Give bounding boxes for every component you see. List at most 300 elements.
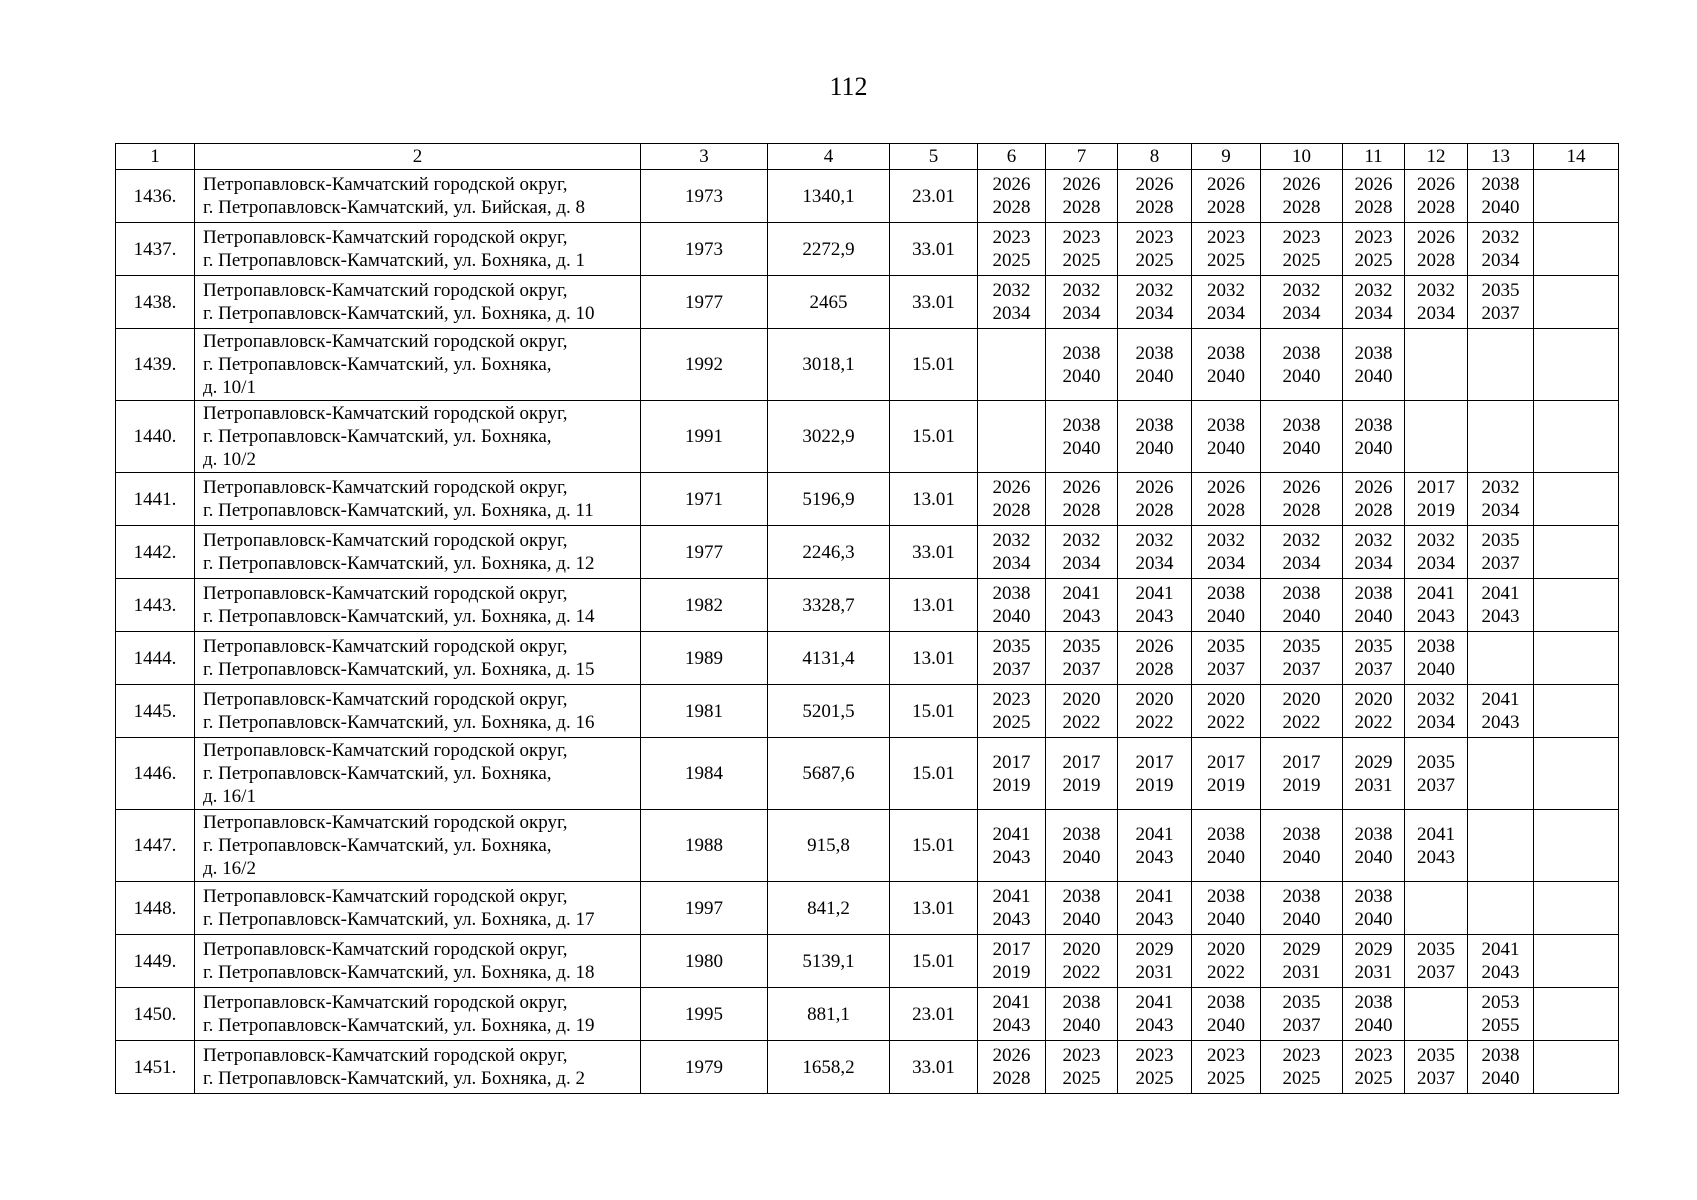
- year-built-cell: 1971: [641, 473, 768, 526]
- year-built-cell: 1995: [641, 988, 768, 1041]
- period-cell-col-6: [978, 223, 1046, 276]
- address-line: Петропавловск-Камчатский городской округ,: [203, 174, 568, 195]
- period-cell-col-7: [1046, 579, 1118, 632]
- address-line: г. Петропавловск-Камчатский, ул. Бохняка, д. 17: [203, 909, 595, 930]
- period-year: 2035: [1417, 751, 1455, 773]
- code-cell: 33.01: [890, 526, 978, 579]
- period-year: 2028: [1282, 500, 1321, 521]
- period-cell-col-12: [1405, 526, 1468, 579]
- period-cell-col-10: [1261, 685, 1343, 738]
- period-year: 2038: [1282, 823, 1321, 845]
- table-row: [116, 223, 1619, 276]
- period-year: 2041: [1417, 823, 1455, 845]
- column-header-1: 1: [116, 144, 195, 170]
- period-year: 2034: [1354, 303, 1393, 324]
- period-year: 2026: [992, 1045, 1031, 1066]
- period-cell-col-9: [1192, 276, 1261, 329]
- period-cell-col-8: [1118, 738, 1192, 810]
- address-line: Петропавловск-Камчатский городской округ,: [203, 939, 568, 960]
- period-year: 2031: [1354, 962, 1393, 983]
- period-cell-col-14: [1534, 935, 1619, 988]
- period-year: 2028: [1062, 500, 1101, 521]
- period-year: 2040: [1062, 437, 1101, 459]
- code-cell: 15.01: [890, 810, 978, 882]
- period-cell-col-12: [1405, 738, 1468, 810]
- period-year: 2022: [1135, 712, 1174, 733]
- address-cell: [195, 632, 641, 685]
- period-year: 2025: [1354, 1068, 1393, 1089]
- period-year: 2037: [1417, 962, 1455, 983]
- period-year: 2037: [1354, 659, 1393, 680]
- period-year: 2038: [1062, 414, 1101, 436]
- period-cell-col-10: [1261, 882, 1343, 935]
- period-year: 2041: [1135, 823, 1174, 845]
- period-cell-col-8: [1118, 170, 1192, 223]
- address-line: г. Петропавловск-Камчатский, ул. Бохняка, д. 19: [203, 1015, 595, 1036]
- period-year: 2032: [992, 530, 1031, 551]
- area-cell: 5139,1: [768, 935, 890, 988]
- code-cell: 13.01: [890, 882, 978, 935]
- address-cell: [195, 685, 641, 738]
- period-year: 2023: [992, 227, 1031, 248]
- period-year: 2026: [992, 174, 1031, 195]
- address-line: г. Петропавловск-Камчатский, ул. Бохняка, д. 15: [203, 659, 595, 680]
- period-year: 2023: [1135, 1045, 1174, 1066]
- period-cell-col-11: [1343, 579, 1405, 632]
- period-year: 2023: [1062, 227, 1101, 248]
- address-cell: [195, 988, 641, 1041]
- period-year: 2040: [1354, 437, 1393, 459]
- period-year: 2026: [1135, 636, 1174, 657]
- period-year: 2032: [1481, 227, 1520, 248]
- column-header-2: 2: [195, 144, 641, 170]
- period-year: 2040: [1207, 909, 1245, 930]
- period-year: 2029: [1135, 939, 1174, 960]
- period-cell-col-13: [1468, 935, 1534, 988]
- period-cell-col-14: [1534, 329, 1619, 401]
- period-cell-col-7: [1046, 685, 1118, 738]
- area-cell: 4131,4: [768, 632, 890, 685]
- page-number: 112: [829, 72, 868, 101]
- period-cell-col-7: [1046, 882, 1118, 935]
- period-year: 2043: [992, 846, 1031, 868]
- address-line: Петропавловск-Камчатский городской округ,: [203, 331, 568, 352]
- period-cell-col-14: [1534, 276, 1619, 329]
- table-row: [116, 738, 1619, 810]
- period-year: 2040: [1207, 606, 1245, 627]
- address-line: д. 16/1: [203, 786, 256, 807]
- period-year: 2041: [1062, 583, 1101, 604]
- row-number: 1451.: [116, 1041, 195, 1094]
- period-cell-col-11: [1343, 632, 1405, 685]
- period-year: 2034: [1207, 303, 1245, 324]
- period-year: 2038: [1282, 342, 1321, 364]
- period-year: 2040: [1062, 846, 1101, 868]
- year-built-cell: 1997: [641, 882, 768, 935]
- period-cell-col-11: [1343, 935, 1405, 988]
- address-cell: [195, 579, 641, 632]
- period-cell-col-11: [1343, 988, 1405, 1041]
- address-line: г. Петропавловск-Камчатский, ул. Бохняка, д. 1: [203, 250, 585, 271]
- period-year: 2020: [1062, 939, 1101, 960]
- period-cell-col-12: [1405, 1041, 1468, 1094]
- period-year: 2041: [1135, 992, 1174, 1013]
- period-year: 2020: [1207, 939, 1245, 960]
- period-cell-col-10: [1261, 579, 1343, 632]
- period-year: 2034: [992, 303, 1031, 324]
- period-year: 2022: [1207, 712, 1245, 733]
- period-cell-col-7: [1046, 223, 1118, 276]
- period-year: 2038: [1354, 342, 1393, 364]
- period-cell-col-10: [1261, 170, 1343, 223]
- period-cell-col-8: [1118, 935, 1192, 988]
- period-cell-col-6: [978, 685, 1046, 738]
- period-year: 2041: [992, 823, 1031, 845]
- period-year: 2038: [1135, 414, 1174, 436]
- period-year: 2023: [1062, 1045, 1101, 1066]
- period-year: 2034: [1282, 303, 1321, 324]
- period-year: 2038: [1207, 583, 1245, 604]
- period-year: 2017: [1062, 751, 1101, 773]
- period-year: 2040: [1062, 909, 1101, 930]
- address-cell: [195, 526, 641, 579]
- row-number: 1441.: [116, 473, 195, 526]
- period-year: 2037: [1282, 1015, 1321, 1036]
- period-cell-col-14: [1534, 401, 1619, 473]
- table-header: [116, 144, 1619, 170]
- period-year: 2043: [1481, 962, 1520, 983]
- period-cell-col-6: [978, 1041, 1046, 1094]
- period-cell-col-11: [1343, 223, 1405, 276]
- area-cell: 5687,6: [768, 738, 890, 810]
- area-cell: 1658,2: [768, 1041, 890, 1094]
- period-year: 2032: [1135, 530, 1174, 551]
- period-year: 2035: [992, 636, 1031, 657]
- period-year: 2035: [1417, 1045, 1455, 1066]
- period-cell-col-13: [1468, 882, 1534, 935]
- period-year: 2026: [1062, 174, 1101, 195]
- code-cell: 23.01: [890, 170, 978, 223]
- period-year: 2020: [1062, 689, 1101, 710]
- period-cell-col-10: [1261, 632, 1343, 685]
- period-cell-col-8: [1118, 1041, 1192, 1094]
- table-row: [116, 473, 1619, 526]
- period-year: 2026: [1417, 227, 1455, 248]
- period-cell-col-9: [1192, 988, 1261, 1041]
- period-year: 2026: [992, 477, 1031, 498]
- period-cell-col-10: [1261, 526, 1343, 579]
- period-year: 2043: [1481, 712, 1520, 733]
- period-year: 2040: [1062, 365, 1101, 387]
- period-year: 2022: [1062, 712, 1101, 733]
- period-year: 2032: [1282, 280, 1321, 301]
- address-cell: [195, 223, 641, 276]
- area-cell: 2246,3: [768, 526, 890, 579]
- period-cell-col-6: [978, 329, 1046, 401]
- period-cell-col-8: [1118, 526, 1192, 579]
- period-year: 2038: [1354, 992, 1393, 1013]
- period-year: 2040: [1282, 909, 1321, 930]
- period-year: 2040: [1481, 197, 1520, 218]
- period-cell-col-14: [1534, 223, 1619, 276]
- period-cell-col-13: [1468, 401, 1534, 473]
- period-cell-col-6: [978, 579, 1046, 632]
- period-year: 2035: [1481, 530, 1520, 551]
- period-year: 2040: [1207, 365, 1245, 387]
- address-line: г. Петропавловск-Камчатский, ул. Бохняка, д. 11: [203, 500, 594, 521]
- address-line: Петропавловск-Камчатский городской округ,: [203, 992, 568, 1013]
- year-built-cell: 1977: [641, 276, 768, 329]
- period-cell-col-12: [1405, 329, 1468, 401]
- period-cell-col-7: [1046, 810, 1118, 882]
- period-year: 2017: [1282, 751, 1321, 773]
- header-row: [116, 144, 1619, 170]
- address-line: г. Петропавловск-Камчатский, ул. Бохняка, д. 2: [203, 1068, 585, 1089]
- period-cell-col-9: [1192, 526, 1261, 579]
- period-year: 2031: [1354, 774, 1393, 796]
- code-cell: 15.01: [890, 401, 978, 473]
- period-cell-col-13: [1468, 223, 1534, 276]
- table-row: [116, 882, 1619, 935]
- period-cell-col-10: [1261, 988, 1343, 1041]
- period-year: 2040: [1354, 846, 1393, 868]
- period-cell-col-12: [1405, 685, 1468, 738]
- table-row: [116, 526, 1619, 579]
- address-cell: [195, 1041, 641, 1094]
- period-year: 2019: [992, 962, 1031, 983]
- period-year: 2041: [1481, 583, 1520, 604]
- period-year: 2028: [992, 197, 1031, 218]
- period-year: 2041: [992, 992, 1031, 1013]
- period-year: 2022: [1207, 962, 1245, 983]
- period-year: 2019: [1135, 774, 1174, 796]
- period-year: 2032: [1354, 280, 1393, 301]
- period-cell-col-8: [1118, 988, 1192, 1041]
- row-number: 1438.: [116, 276, 195, 329]
- period-year: 2034: [1481, 500, 1520, 521]
- period-year: 2032: [1207, 280, 1245, 301]
- code-cell: 33.01: [890, 1041, 978, 1094]
- column-header-14: 14: [1534, 144, 1619, 170]
- period-year: 2043: [1062, 606, 1101, 627]
- period-year: 2031: [1135, 962, 1174, 983]
- period-cell-col-7: [1046, 988, 1118, 1041]
- period-cell-col-12: [1405, 473, 1468, 526]
- period-cell-col-9: [1192, 1041, 1261, 1094]
- code-cell: 15.01: [890, 685, 978, 738]
- year-built-cell: 1991: [641, 401, 768, 473]
- period-year: 2040: [1417, 659, 1455, 680]
- period-year: 2043: [1135, 909, 1174, 930]
- period-cell-col-14: [1534, 988, 1619, 1041]
- period-cell-col-11: [1343, 401, 1405, 473]
- period-year: 2038: [1207, 992, 1245, 1013]
- period-cell-col-9: [1192, 223, 1261, 276]
- period-cell-col-6: [978, 401, 1046, 473]
- row-number: 1437.: [116, 223, 195, 276]
- column-header-5: 5: [890, 144, 978, 170]
- period-year: 2038: [1207, 886, 1245, 907]
- period-year: 2032: [1135, 280, 1174, 301]
- period-cell-col-14: [1534, 473, 1619, 526]
- column-header-9: 9: [1192, 144, 1261, 170]
- period-year: 2025: [992, 250, 1031, 271]
- area-cell: 2465: [768, 276, 890, 329]
- period-cell-col-7: [1046, 276, 1118, 329]
- period-year: 2023: [1207, 1045, 1245, 1066]
- period-year: 2025: [1062, 1068, 1101, 1089]
- address-cell: [195, 401, 641, 473]
- period-year: 2028: [1282, 197, 1321, 218]
- period-year: 2032: [1417, 280, 1455, 301]
- period-cell-col-8: [1118, 329, 1192, 401]
- period-year: 2038: [1062, 992, 1101, 1013]
- period-year: 2055: [1481, 1015, 1520, 1036]
- period-year: 2028: [1135, 659, 1174, 680]
- column-header-12: 12: [1405, 144, 1468, 170]
- period-year: 2019: [1062, 774, 1101, 796]
- period-cell-col-10: [1261, 329, 1343, 401]
- period-year: 2040: [1062, 1015, 1101, 1036]
- period-year: 2032: [1417, 689, 1455, 710]
- period-year: 2025: [1354, 250, 1393, 271]
- code-cell: 13.01: [890, 473, 978, 526]
- address-line: г. Петропавловск-Камчатский, ул. Бохняка, д. 16: [203, 712, 595, 733]
- period-year: 2026: [1282, 174, 1321, 195]
- period-year: 2038: [1282, 583, 1321, 604]
- period-cell-col-11: [1343, 276, 1405, 329]
- period-year: 2023: [1354, 227, 1393, 248]
- period-year: 2038: [1207, 414, 1245, 436]
- period-year: 2019: [1417, 500, 1455, 521]
- period-cell-col-9: [1192, 401, 1261, 473]
- address-line: г. Петропавловск-Камчатский, ул. Бийская, д. 8: [203, 197, 586, 218]
- address-cell: [195, 170, 641, 223]
- period-year: 2038: [1282, 414, 1321, 436]
- year-built-cell: 1992: [641, 329, 768, 401]
- period-year: 2035: [1481, 280, 1520, 301]
- buildings-table: [115, 143, 1619, 1094]
- period-year: 2032: [1417, 530, 1455, 551]
- table-row: [116, 988, 1619, 1041]
- year-built-cell: 1982: [641, 579, 768, 632]
- period-year: 2022: [1062, 962, 1101, 983]
- period-year: 2025: [1207, 250, 1245, 271]
- address-line: г. Петропавловск-Камчатский, ул. Бохняка,: [203, 354, 552, 375]
- period-year: 2040: [1354, 606, 1393, 627]
- period-cell-col-7: [1046, 1041, 1118, 1094]
- row-number: 1436.: [116, 170, 195, 223]
- period-year: 2026: [1062, 477, 1101, 498]
- period-cell-col-7: [1046, 329, 1118, 401]
- period-cell-col-6: [978, 170, 1046, 223]
- area-cell: 881,1: [768, 988, 890, 1041]
- period-year: 2038: [992, 583, 1031, 604]
- period-year: 2043: [992, 909, 1031, 930]
- address-cell: [195, 329, 641, 401]
- area-cell: 5196,9: [768, 473, 890, 526]
- row-number: 1448.: [116, 882, 195, 935]
- period-year: 2025: [1135, 250, 1174, 271]
- period-year: 2038: [1062, 886, 1101, 907]
- period-year: 2043: [1135, 606, 1174, 627]
- code-cell: 15.01: [890, 935, 978, 988]
- table-row: [116, 170, 1619, 223]
- period-year: 2025: [1062, 250, 1101, 271]
- address-cell: [195, 276, 641, 329]
- period-cell-col-14: [1534, 738, 1619, 810]
- row-number: 1440.: [116, 401, 195, 473]
- period-year: 2038: [1135, 342, 1174, 364]
- year-built-cell: 1979: [641, 1041, 768, 1094]
- period-year: 2019: [992, 774, 1031, 796]
- period-year: 2020: [1135, 689, 1174, 710]
- period-year: 2040: [1481, 1068, 1520, 1089]
- period-year: 2029: [1354, 939, 1393, 960]
- address-cell: [195, 810, 641, 882]
- period-cell-col-9: [1192, 473, 1261, 526]
- period-cell-col-14: [1534, 170, 1619, 223]
- period-year: 2023: [1282, 1045, 1321, 1066]
- period-year: 2040: [1282, 846, 1321, 868]
- table-row: [116, 1041, 1619, 1094]
- code-cell: 13.01: [890, 632, 978, 685]
- period-cell-col-9: [1192, 810, 1261, 882]
- address-cell: [195, 473, 641, 526]
- period-year: 2037: [1481, 303, 1520, 324]
- address-line: г. Петропавловск-Камчатский, ул. Бохняка, д. 10: [203, 303, 595, 324]
- period-year: 2040: [1135, 437, 1174, 459]
- period-cell-col-7: [1046, 401, 1118, 473]
- period-cell-col-6: [978, 276, 1046, 329]
- table-body: [116, 170, 1619, 1094]
- period-cell-col-10: [1261, 473, 1343, 526]
- table-row: [116, 810, 1619, 882]
- address-line: г. Петропавловск-Камчатский, ул. Бохняка, д. 14: [203, 606, 595, 627]
- period-cell-col-10: [1261, 276, 1343, 329]
- period-year: 2020: [1282, 689, 1321, 710]
- period-cell-col-10: [1261, 1041, 1343, 1094]
- period-year: 2019: [1282, 774, 1321, 796]
- period-year: 2034: [1481, 250, 1520, 271]
- period-year: 2032: [1062, 530, 1101, 551]
- period-year: 2041: [1417, 583, 1455, 604]
- period-year: 2035: [1207, 636, 1245, 657]
- period-year: 2025: [1282, 250, 1321, 271]
- period-cell-col-13: [1468, 276, 1534, 329]
- period-year: 2023: [1282, 227, 1321, 248]
- period-cell-col-7: [1046, 738, 1118, 810]
- period-cell-col-13: [1468, 579, 1534, 632]
- period-year: 2041: [1135, 886, 1174, 907]
- period-year: 2028: [1417, 250, 1455, 271]
- period-year: 2019: [1207, 774, 1245, 796]
- period-cell-col-8: [1118, 276, 1192, 329]
- period-cell-col-10: [1261, 401, 1343, 473]
- period-year: 2028: [1207, 197, 1245, 218]
- address-line: Петропавловск-Камчатский городской округ,: [203, 477, 568, 498]
- code-cell: 23.01: [890, 988, 978, 1041]
- period-cell-col-6: [978, 882, 1046, 935]
- period-year: 2034: [1207, 553, 1245, 574]
- period-year: 2034: [1135, 303, 1174, 324]
- period-year: 2040: [1135, 365, 1174, 387]
- period-year: 2040: [1354, 1015, 1393, 1036]
- address-line: д. 10/1: [203, 377, 256, 398]
- period-year: 2034: [1135, 553, 1174, 574]
- period-year: 2025: [1207, 1068, 1245, 1089]
- period-year: 2037: [1207, 659, 1245, 680]
